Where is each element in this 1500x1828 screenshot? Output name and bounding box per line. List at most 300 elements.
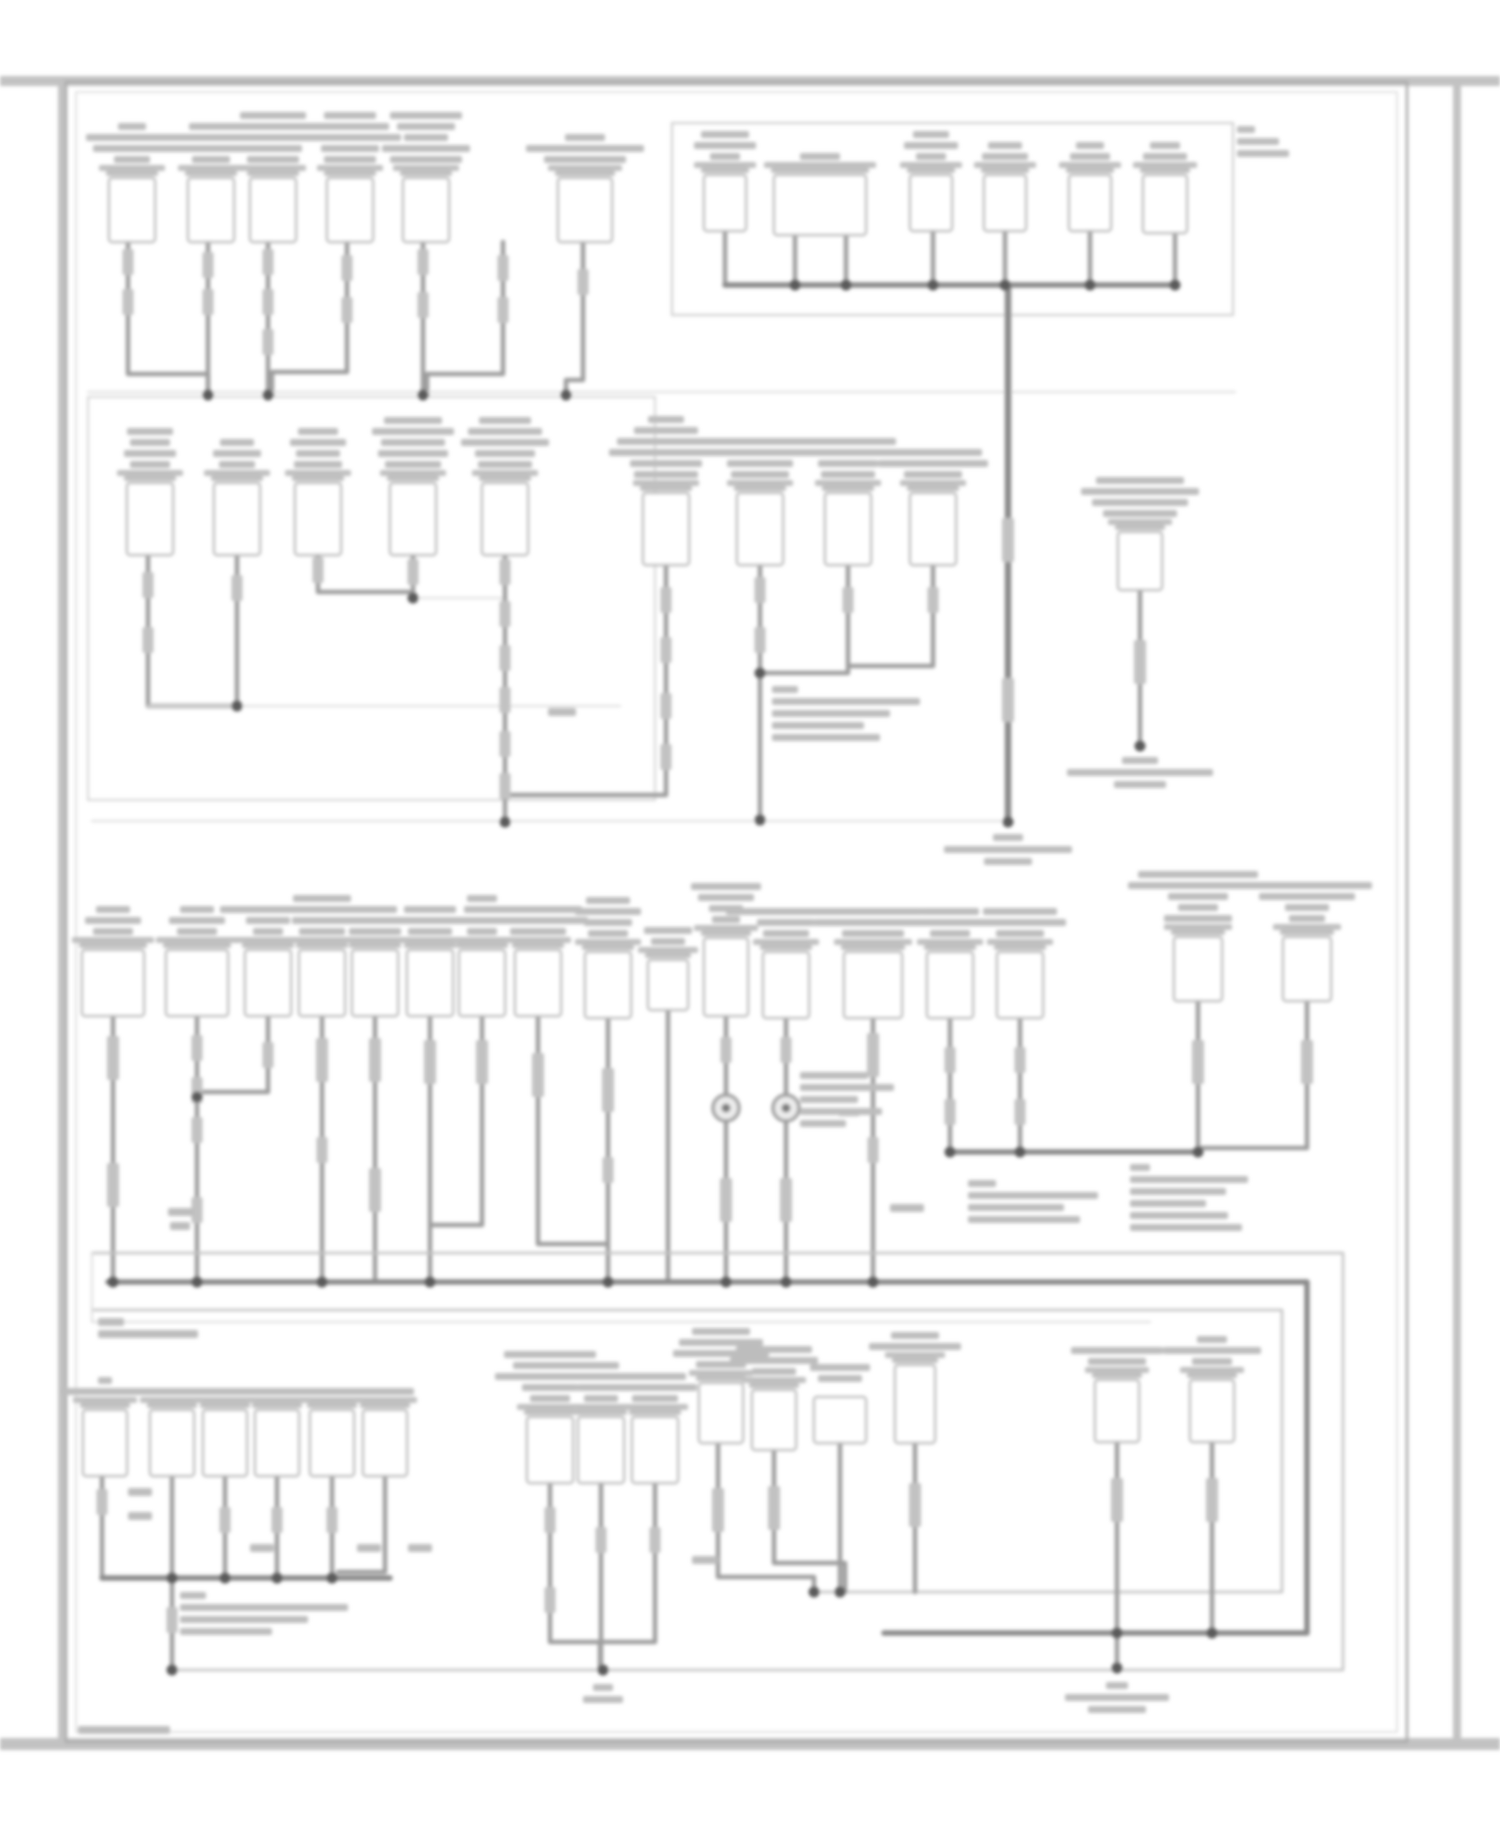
label-line [244,145,302,152]
label-line [385,461,441,468]
component-label-lines [372,417,454,468]
connector-neck [640,486,692,491]
wire [338,1476,385,1572]
connector-component [1242,882,1372,1001]
wire-label [500,687,511,713]
connector-neck [79,943,147,948]
connector-neck [360,1403,410,1408]
label-line [530,1395,570,1402]
connector-body [997,952,1043,1018]
connector-hat [694,162,756,168]
junction-dot [835,1587,846,1598]
connector-body [1174,937,1222,1001]
label-line [584,919,632,926]
wire-label [1206,1478,1218,1522]
connector-component [353,1388,417,1476]
connector-neck [252,1403,302,1408]
junction-dot [167,1665,178,1676]
callout-line [1130,1212,1228,1219]
label-line [467,895,497,902]
label-line [382,145,470,152]
label-line [96,906,130,913]
label-line [814,919,932,926]
ground-ring-icon [773,1095,799,1121]
junction-dot [755,668,766,679]
connector-hat [204,470,270,476]
label-line [575,908,641,915]
connector-body [699,1383,743,1443]
distribution-box-1 [88,397,655,800]
label-line [1168,893,1228,900]
label-line [651,938,685,945]
connector-component [638,927,698,1010]
connector-component [283,895,361,1016]
component-label-lines [456,895,508,935]
connector-body [632,1417,678,1483]
connector-body [895,1365,935,1443]
wire [507,565,666,795]
connector-neck [582,945,634,950]
label-line [1242,882,1372,889]
label-line [1143,153,1187,160]
junction-dot [220,1573,231,1584]
label-line [378,450,448,457]
wire-side-label [890,1204,924,1212]
label-line [397,123,455,130]
wire-label [263,289,274,315]
wire-label [780,1178,792,1222]
connector-neck [211,476,263,481]
wire-side-label [168,1208,194,1216]
callout-label [1237,126,1289,157]
connector-body [390,483,436,555]
callout-line [993,834,1023,841]
junction-dot [500,817,511,828]
wire-label [167,1607,178,1633]
component-label-lines [814,908,932,937]
component-label-lines [869,1332,961,1350]
label-line [510,928,566,935]
connector-neck [124,476,176,481]
wire-label [1015,1047,1026,1073]
callout-line [984,858,1032,865]
connector-hat [900,162,962,168]
component-label-lines [644,927,692,945]
junction-dot [192,1277,203,1288]
callout-line [800,1108,882,1115]
connector-neck [734,486,786,491]
connector-neck [907,168,955,173]
callout-line [180,1616,308,1623]
label-line [634,471,698,478]
wire-label [500,645,511,671]
junction-dot [263,390,274,401]
connector-hat [1180,1367,1244,1373]
label-line [1259,893,1355,900]
label-line [634,427,698,434]
connector-neck [400,171,452,176]
component-label-lines [789,438,907,478]
connector-component [285,428,351,555]
junction-dot [721,1277,732,1288]
connector-component [526,134,644,242]
label-line [296,450,340,457]
callout-line [180,1628,272,1635]
label-line [869,1343,961,1350]
callout-line [968,1216,1080,1223]
connector-body [127,483,173,555]
wire-label [1192,1040,1204,1084]
connector-hat [393,165,459,171]
junction-dot [561,390,572,401]
connector-neck [555,171,615,176]
callout-line [1065,1694,1169,1701]
connector-component [1133,142,1197,233]
connector-body [844,952,902,1018]
label-line [904,471,962,478]
label-line [311,123,389,130]
scan-band-right [1453,82,1461,1740]
label-line [246,1388,308,1395]
label-line [1092,499,1188,506]
connector-body [299,950,345,1016]
label-line [247,156,299,163]
connector-neck [1092,1373,1142,1378]
component-label-lines [609,416,723,478]
wire-label [313,557,324,583]
connector-hat [974,162,1036,168]
wire-label [107,1163,119,1207]
label-line [624,1373,686,1380]
wire-side-label [128,1488,152,1496]
component-label-lines [974,908,1066,937]
label-line [290,439,346,446]
wire-label [500,773,511,799]
component-label-lines [1071,1347,1163,1365]
connector-hat [285,470,351,476]
connector-neck [907,486,959,491]
label-line [299,134,401,141]
wire-label [342,255,353,281]
label-line [904,142,958,149]
connector-component [974,908,1066,1018]
callout-line [583,1696,623,1703]
wire-label [661,637,672,663]
connector-body [459,950,505,1016]
label-line [583,1362,619,1369]
wire-label [1002,678,1014,722]
wire-label [327,1507,338,1533]
connector-body [927,952,973,1018]
label-line [61,1388,149,1395]
connector-component [245,1388,309,1476]
label-line [467,928,497,935]
label-line [916,153,946,160]
connector-body [1069,175,1111,231]
component-label-lines [1128,871,1268,922]
junction-dot [327,1573,338,1584]
wire-label [712,1488,724,1532]
label-line [823,908,923,915]
component-label-lines [1163,1336,1261,1365]
diagram-content [0,76,1500,1750]
ground-ring-center [722,1104,731,1113]
component-label-lines [169,906,225,935]
connector-neck [822,486,874,491]
connector-body [984,175,1026,231]
connector-hat [764,162,876,168]
junction-dot [598,1665,609,1676]
callout-line [1130,1176,1248,1183]
callout-line [1114,781,1166,788]
wire-label [476,1040,488,1084]
wire [538,1016,605,1244]
junction-dot [809,1587,820,1598]
wire [850,565,933,666]
connector-component [609,416,723,565]
connector-body [1143,175,1187,233]
label-line [504,1351,596,1358]
connector-hat [72,937,154,943]
connector-body [352,950,398,1016]
callout-line [1106,1682,1128,1689]
label-line [712,916,740,923]
component-label-lines [1143,142,1187,160]
connector-component [61,1377,149,1476]
connector-body [363,1410,407,1476]
label-line [617,438,715,445]
junction-dot [928,280,939,291]
connector-component [878,449,988,565]
wire-label [263,329,274,355]
wire-label [408,559,419,585]
label-line [727,460,793,467]
wire [148,555,237,706]
wire-label [192,1035,203,1061]
connector-neck [892,1358,938,1363]
connector-component [117,428,183,555]
label-line [98,1377,112,1384]
junction-dot [1015,1147,1026,1158]
connector-component [900,131,962,231]
connector-component [564,1362,638,1483]
connector-neck [479,476,531,481]
connector-neck [512,943,564,948]
connector-body [403,178,449,242]
connector-component [613,1373,697,1483]
connector-neck [629,1410,681,1415]
label-line [408,928,452,935]
callout-line [1088,1706,1146,1713]
connector-neck [524,1410,576,1415]
connector-hat [1108,519,1172,525]
label-line [706,438,814,445]
component-label-lines [246,1388,308,1395]
label-line [404,906,456,913]
connector-body [648,960,688,1010]
connector-hat [1164,924,1232,930]
label-line [246,917,290,924]
junction-dot [868,1277,879,1288]
connector-component [789,438,907,565]
connector-component [1059,142,1121,231]
component-label-lines [213,439,261,468]
component-label-lines [982,142,1028,160]
label-line [180,906,214,913]
connector-neck [1187,1373,1237,1378]
wire-side-label [128,1512,152,1520]
junction-dot [781,1277,792,1288]
connector-neck [242,943,294,948]
component-label-lines [1070,142,1110,160]
connector-neck [163,943,231,948]
connector-body [1095,1380,1139,1442]
connector-body [558,178,612,242]
component-label-lines [904,131,958,160]
wire [128,242,208,395]
wire-label [123,249,134,275]
callout-line [1130,1164,1150,1171]
connector-component [1128,871,1268,1001]
wire [202,1016,268,1092]
connector-neck [841,945,905,950]
callout-line [968,1180,996,1187]
connector-neck [296,943,348,948]
wire-side-label [98,1318,124,1326]
connector-body [295,483,341,555]
label-line [930,930,970,937]
label-line [293,895,351,902]
label-line [800,153,840,160]
wire [427,242,503,395]
wire-label [498,297,509,323]
wire [550,1483,600,1670]
label-line [85,917,141,924]
connector-component [1071,1347,1163,1442]
wire [433,1016,482,1225]
callout-line [180,1592,206,1599]
connector-body [82,950,144,1016]
label-line [349,928,401,935]
wire-label [603,1157,614,1183]
component-label-lines [1242,882,1372,922]
wire-label [143,627,154,653]
wire-label [424,1040,436,1084]
label-line [632,1395,678,1402]
label-line [988,142,1022,149]
label-line [213,450,261,457]
label-line [299,928,345,935]
connector-body [578,1417,624,1483]
wire [774,1450,845,1592]
junction-dot [1193,1147,1204,1158]
connector-neck [575,1410,627,1415]
junction-dot [203,390,214,401]
wire-label [192,1117,203,1143]
connector-neck [456,943,508,948]
connector-body [150,1410,194,1476]
label-line [921,908,979,915]
callout-label [772,686,920,741]
callout-line [772,686,798,693]
label-line [219,461,255,468]
wire-label [596,1527,607,1553]
connector-hat [917,939,983,945]
wire-label [661,693,672,719]
wire-label [578,269,589,295]
wire-label [500,731,511,757]
connector-neck [80,1403,130,1408]
component-label-lines [301,1388,363,1395]
callout-label [944,834,1072,865]
connector-neck [307,1403,357,1408]
label-line [818,460,878,467]
component-label-lines [141,1388,203,1395]
wire-label [1015,1099,1026,1125]
connector-body [737,493,783,565]
wire-label [545,1587,556,1613]
junction-dot [192,1092,203,1103]
connector-neck [147,1403,197,1408]
label-line [141,1388,203,1395]
junction-dot [790,280,801,291]
connector-neck [292,476,344,481]
callout-label [583,1684,623,1703]
label-line [165,145,257,152]
component-label-lines [526,134,644,163]
connector-hat [575,939,641,945]
connector-hat [1133,162,1197,168]
connector-hat [834,939,912,945]
wire-label [500,559,511,585]
label-line [127,428,173,435]
wire-label [97,1489,108,1515]
label-line [974,919,1066,926]
callout-line [800,1120,846,1127]
label-line [913,131,949,138]
component-label-lines [61,1377,149,1395]
label-line [800,438,896,445]
wire-side-label [692,1556,718,1564]
label-line [701,131,749,138]
connector-body [814,1397,866,1443]
connector-hat [317,165,383,171]
ground-ring-icon [713,1095,739,1121]
wire-label [203,289,214,315]
connector-hat [753,939,819,945]
label-line [468,428,542,435]
wire-label [532,1053,544,1097]
connector-hat [1059,162,1121,168]
callout-line [772,698,920,705]
connector-hat [73,1397,137,1403]
callout-line [968,1192,1098,1199]
connector-neck [185,171,237,176]
callout-line [772,722,864,729]
callout-line [1237,126,1255,133]
connector-body [774,175,866,235]
component-label-lines [810,1364,870,1382]
connector-neck [771,168,869,173]
connector-component [1163,1336,1261,1442]
wire [318,555,413,592]
connector-body [585,952,631,1018]
label-line [584,1395,618,1402]
connector-component [204,439,270,555]
ground-ring-center [782,1104,791,1113]
label-line [479,417,531,424]
wire-label [1111,1478,1123,1522]
